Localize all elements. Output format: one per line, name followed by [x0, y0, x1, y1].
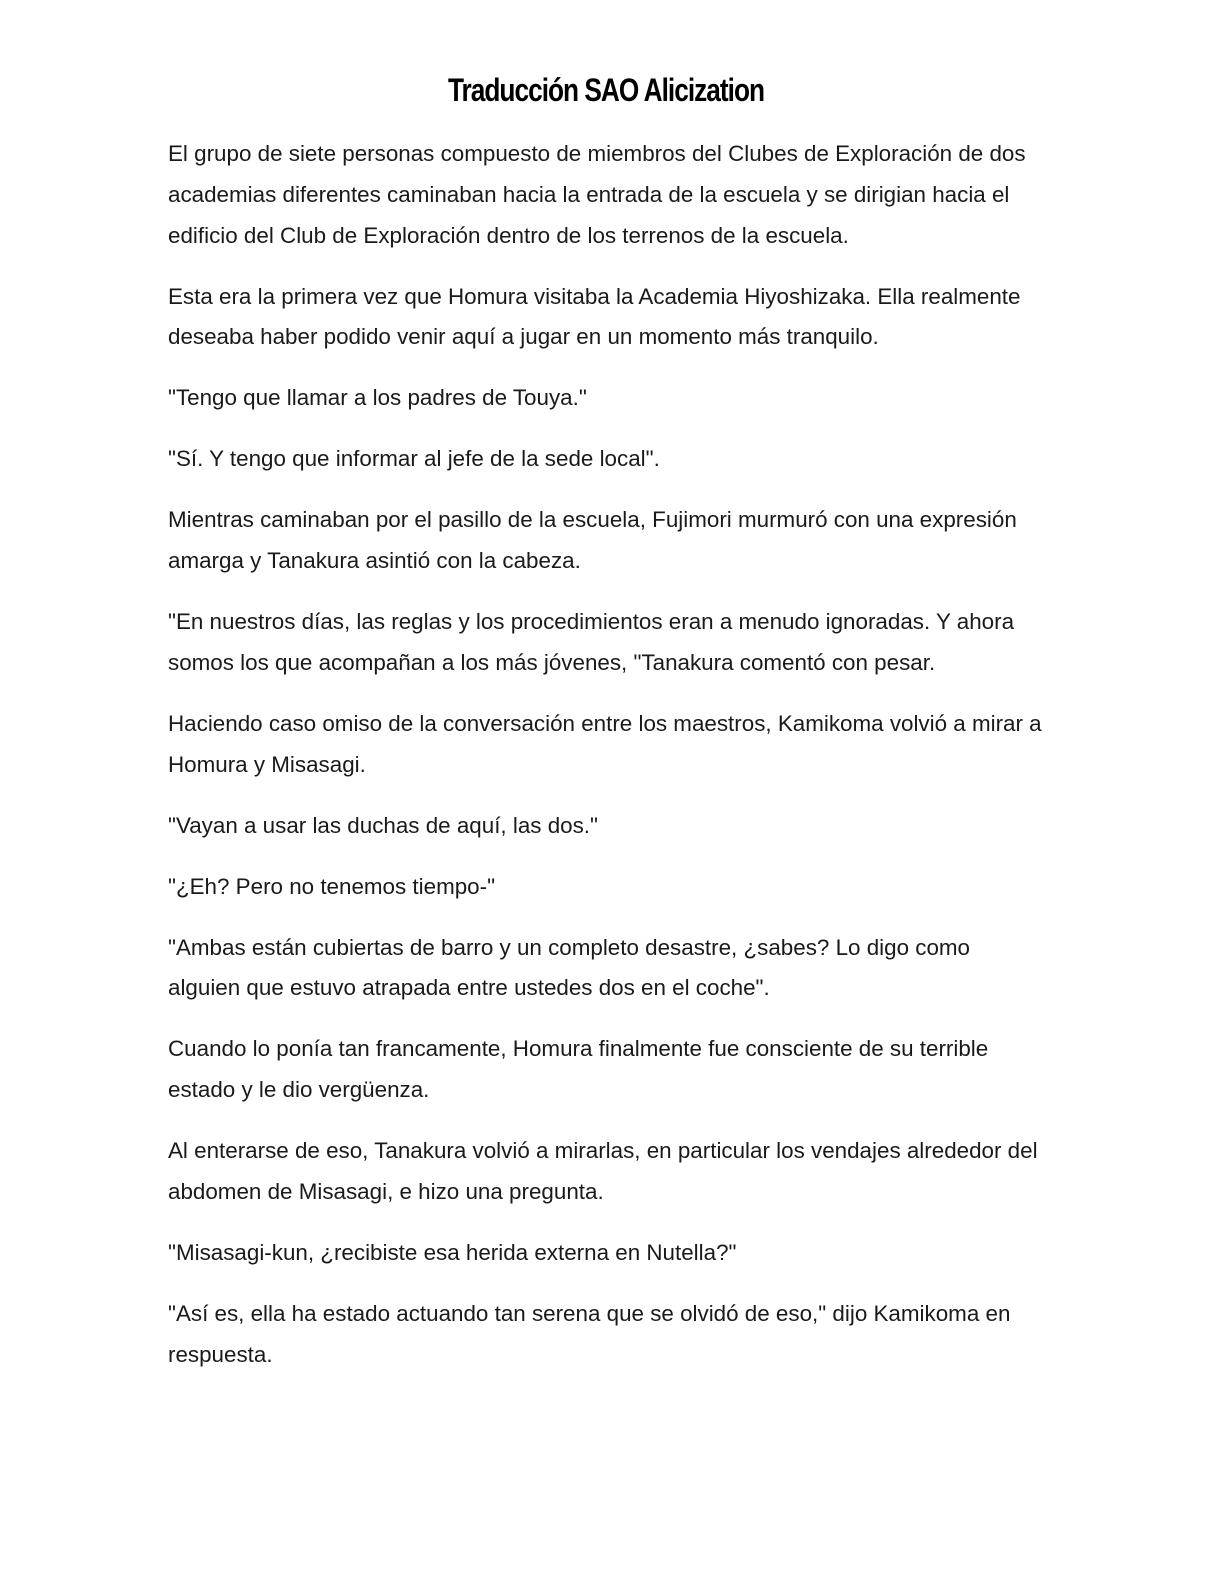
document-title: Traducción SAO Alicization: [447, 72, 765, 108]
paragraph: Haciendo caso omiso de la conversación entre los maestros, Kamikoma volvió a mirar a Homura y Misasagi.: [168, 710, 1042, 777]
paragraph: Al enterarse de eso, Tanakura volvió a mirarlas, en particular los vendajes alrededor del abdomen de Misasagi, e hizo una pregunta.: [168, 1138, 1038, 1204]
paragraph: El grupo de siete personas compuesto de miembros del Clubes de Exploración de dos academias diferentes caminaban hacia la entrada de la escuela y se dirigian hacia el edificio del Club de Exploración dentro de los terrenos de la escuela.: [168, 141, 1026, 248]
paragraph: "Misasagi-kun, ¿recibiste esa herida externa en Nutella?": [168, 1239, 737, 1265]
paragraph: "En nuestros días, las reglas y los procedimientos eran a menudo ignoradas. Y ahora somos los que acompañan a los más jóvenes, "Tanakura comentó con pesar.: [168, 609, 1015, 675]
paragraph: Cuando lo ponía tan francamente, Homura finalmente fue consciente de su terrible estado y le dio vergüenza.: [168, 1036, 989, 1103]
paragraph: "Ambas están cubiertas de barro y un completo desastre, ¿sabes? Lo digo como alguien que estuvo atrapada entre ustedes dos en el coche".: [168, 934, 971, 1001]
paragraph: "Vayan a usar las duchas de aquí, las dos.": [168, 812, 598, 838]
paragraph: Mientras caminaban por el pasillo de la escuela, Fujimori murmuró con una expresión amarga y Tanakura asintió con la cabeza.: [168, 507, 1017, 574]
paragraph: "Sí. Y tengo que informar al jefe de la sede local".: [168, 446, 660, 472]
paragraph: "¿Eh? Pero no tenemos tiempo-": [168, 873, 496, 899]
paragraph: "Así es, ella ha estado actuando tan serena que se olvidó de eso," dijo Kamikoma en respuesta.: [168, 1300, 1011, 1367]
document-body: [168, 134, 1048, 1396]
paragraph: Esta era la primera vez que Homura visitaba la Academia Hiyoshizaka. Ella realmente deseaba haber podido venir aquí a jugar en un momento más tranquilo.: [168, 283, 1021, 350]
paragraph: "Tengo que llamar a los padres de Touya.": [168, 385, 587, 411]
